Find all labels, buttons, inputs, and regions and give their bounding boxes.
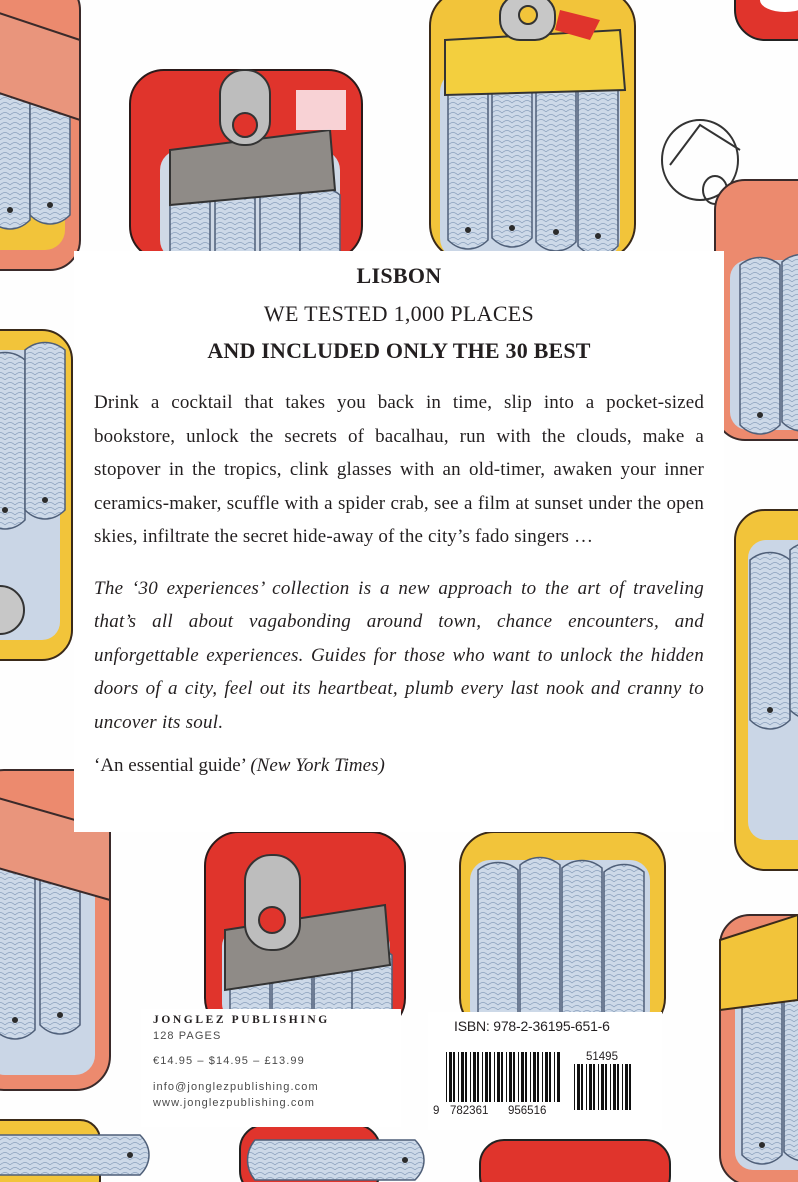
publisher-name: JONGLEZ PUBLISHING — [153, 1014, 330, 1026]
barcode-bar — [465, 1052, 467, 1102]
tagline-tested: WE TESTED 1,000 PLACES — [263, 301, 535, 326]
barcode-bar — [501, 1052, 503, 1102]
barcode-bar — [593, 1064, 595, 1110]
barcode-bar — [497, 1052, 500, 1102]
barcode-bar — [577, 1064, 580, 1110]
barcode-bar — [521, 1052, 524, 1102]
barcode-bar — [545, 1052, 548, 1102]
barcode-bar — [485, 1052, 488, 1102]
publisher-info — [141, 1009, 401, 1127]
barcode-bar — [625, 1064, 628, 1110]
barcode-bar — [518, 1052, 519, 1102]
barcode-bar — [530, 1052, 531, 1102]
barcode-bar — [458, 1052, 459, 1102]
heading-block — [94, 263, 704, 364]
barcode-bar — [586, 1064, 587, 1110]
barcode-bar — [525, 1052, 527, 1102]
barcode-bar — [557, 1052, 560, 1102]
barcode-bar — [598, 1064, 599, 1110]
publisher-email: info@jonglezpublishing.com — [153, 1081, 319, 1093]
barcode-bar — [449, 1052, 452, 1102]
barcode-bar — [605, 1064, 607, 1110]
barcode-bar — [489, 1052, 491, 1102]
tagline-best: AND INCLUDED ONLY THE 30 BEST — [207, 338, 591, 363]
barcode-bar — [581, 1064, 583, 1110]
barcode-bar — [629, 1064, 631, 1110]
isbn-label: ISBN: 978-2-36195-651-6 — [454, 1018, 610, 1034]
barcode-bar — [537, 1052, 539, 1102]
page-count: 128 PAGES — [153, 1030, 222, 1042]
barcode-bar — [509, 1052, 512, 1102]
barcode-bar — [513, 1052, 515, 1102]
price-line: €14.95 – $14.95 – £13.99 — [153, 1055, 305, 1067]
barcode-bar — [613, 1064, 616, 1110]
barcode-addon-digits: 51495 — [586, 1051, 618, 1063]
city-title: LISBON — [356, 263, 442, 288]
barcode-digit-first: 9 — [433, 1105, 440, 1117]
description-panel — [74, 251, 724, 832]
barcode-bar — [461, 1052, 464, 1102]
barcode-bar — [470, 1052, 471, 1102]
barcode-bar — [622, 1064, 623, 1110]
barcode-bar — [453, 1052, 455, 1102]
barcode-bar — [473, 1052, 476, 1102]
barcode-graphic — [428, 1012, 662, 1130]
barcode-digits-left: 782361 — [450, 1105, 489, 1117]
barcode-bar — [549, 1052, 551, 1102]
barcode-bar — [554, 1052, 555, 1102]
barcode-bar — [477, 1052, 479, 1102]
collection-intro: The ‘30 experiences’ collection is a new approach to the art of traveling that’s all about vagabonding around town, chance encounters, and unforgettable experiences. Guides for those who want to unlock the hidden doors of a city, feel out its heartbeat, plumb every last nook and cranny to uncover its soul. — [94, 577, 704, 733]
barcode-bar — [446, 1052, 447, 1102]
barcode-bar — [494, 1052, 495, 1102]
publisher-website: www.jonglezpublishing.com — [153, 1097, 316, 1109]
barcode-bar — [610, 1064, 611, 1110]
barcode-bar — [574, 1064, 575, 1110]
quote-source: (New York Times) — [250, 755, 385, 776]
description-text: Drink a cocktail that takes you back in time, slip into a pocket-sized bookstore, unlock the secrets of bacalhau, run with the clouds, make a stopover in the tropics, clink glasses with an old-timer, awaken your inner ceramics-maker, scuffle with a spider crab, see a film at sunset under the open skies, infiltrate the secret hide-away of the city’s fado singers … — [94, 392, 704, 547]
barcode-bar — [601, 1064, 604, 1110]
barcode-block — [428, 1012, 662, 1130]
addon-barcode-bars — [574, 1064, 631, 1110]
barcode-bar — [542, 1052, 543, 1102]
barcode-bar — [589, 1064, 592, 1110]
barcode-digits-right: 956516 — [508, 1105, 547, 1117]
barcode-bar — [482, 1052, 483, 1102]
ean-barcode-bars — [446, 1052, 560, 1102]
press-quote — [94, 755, 704, 777]
barcode-bar — [506, 1052, 507, 1102]
barcode-bar — [533, 1052, 536, 1102]
barcode-bar — [617, 1064, 619, 1110]
quote-text: ‘An essential guide’ — [94, 755, 246, 776]
